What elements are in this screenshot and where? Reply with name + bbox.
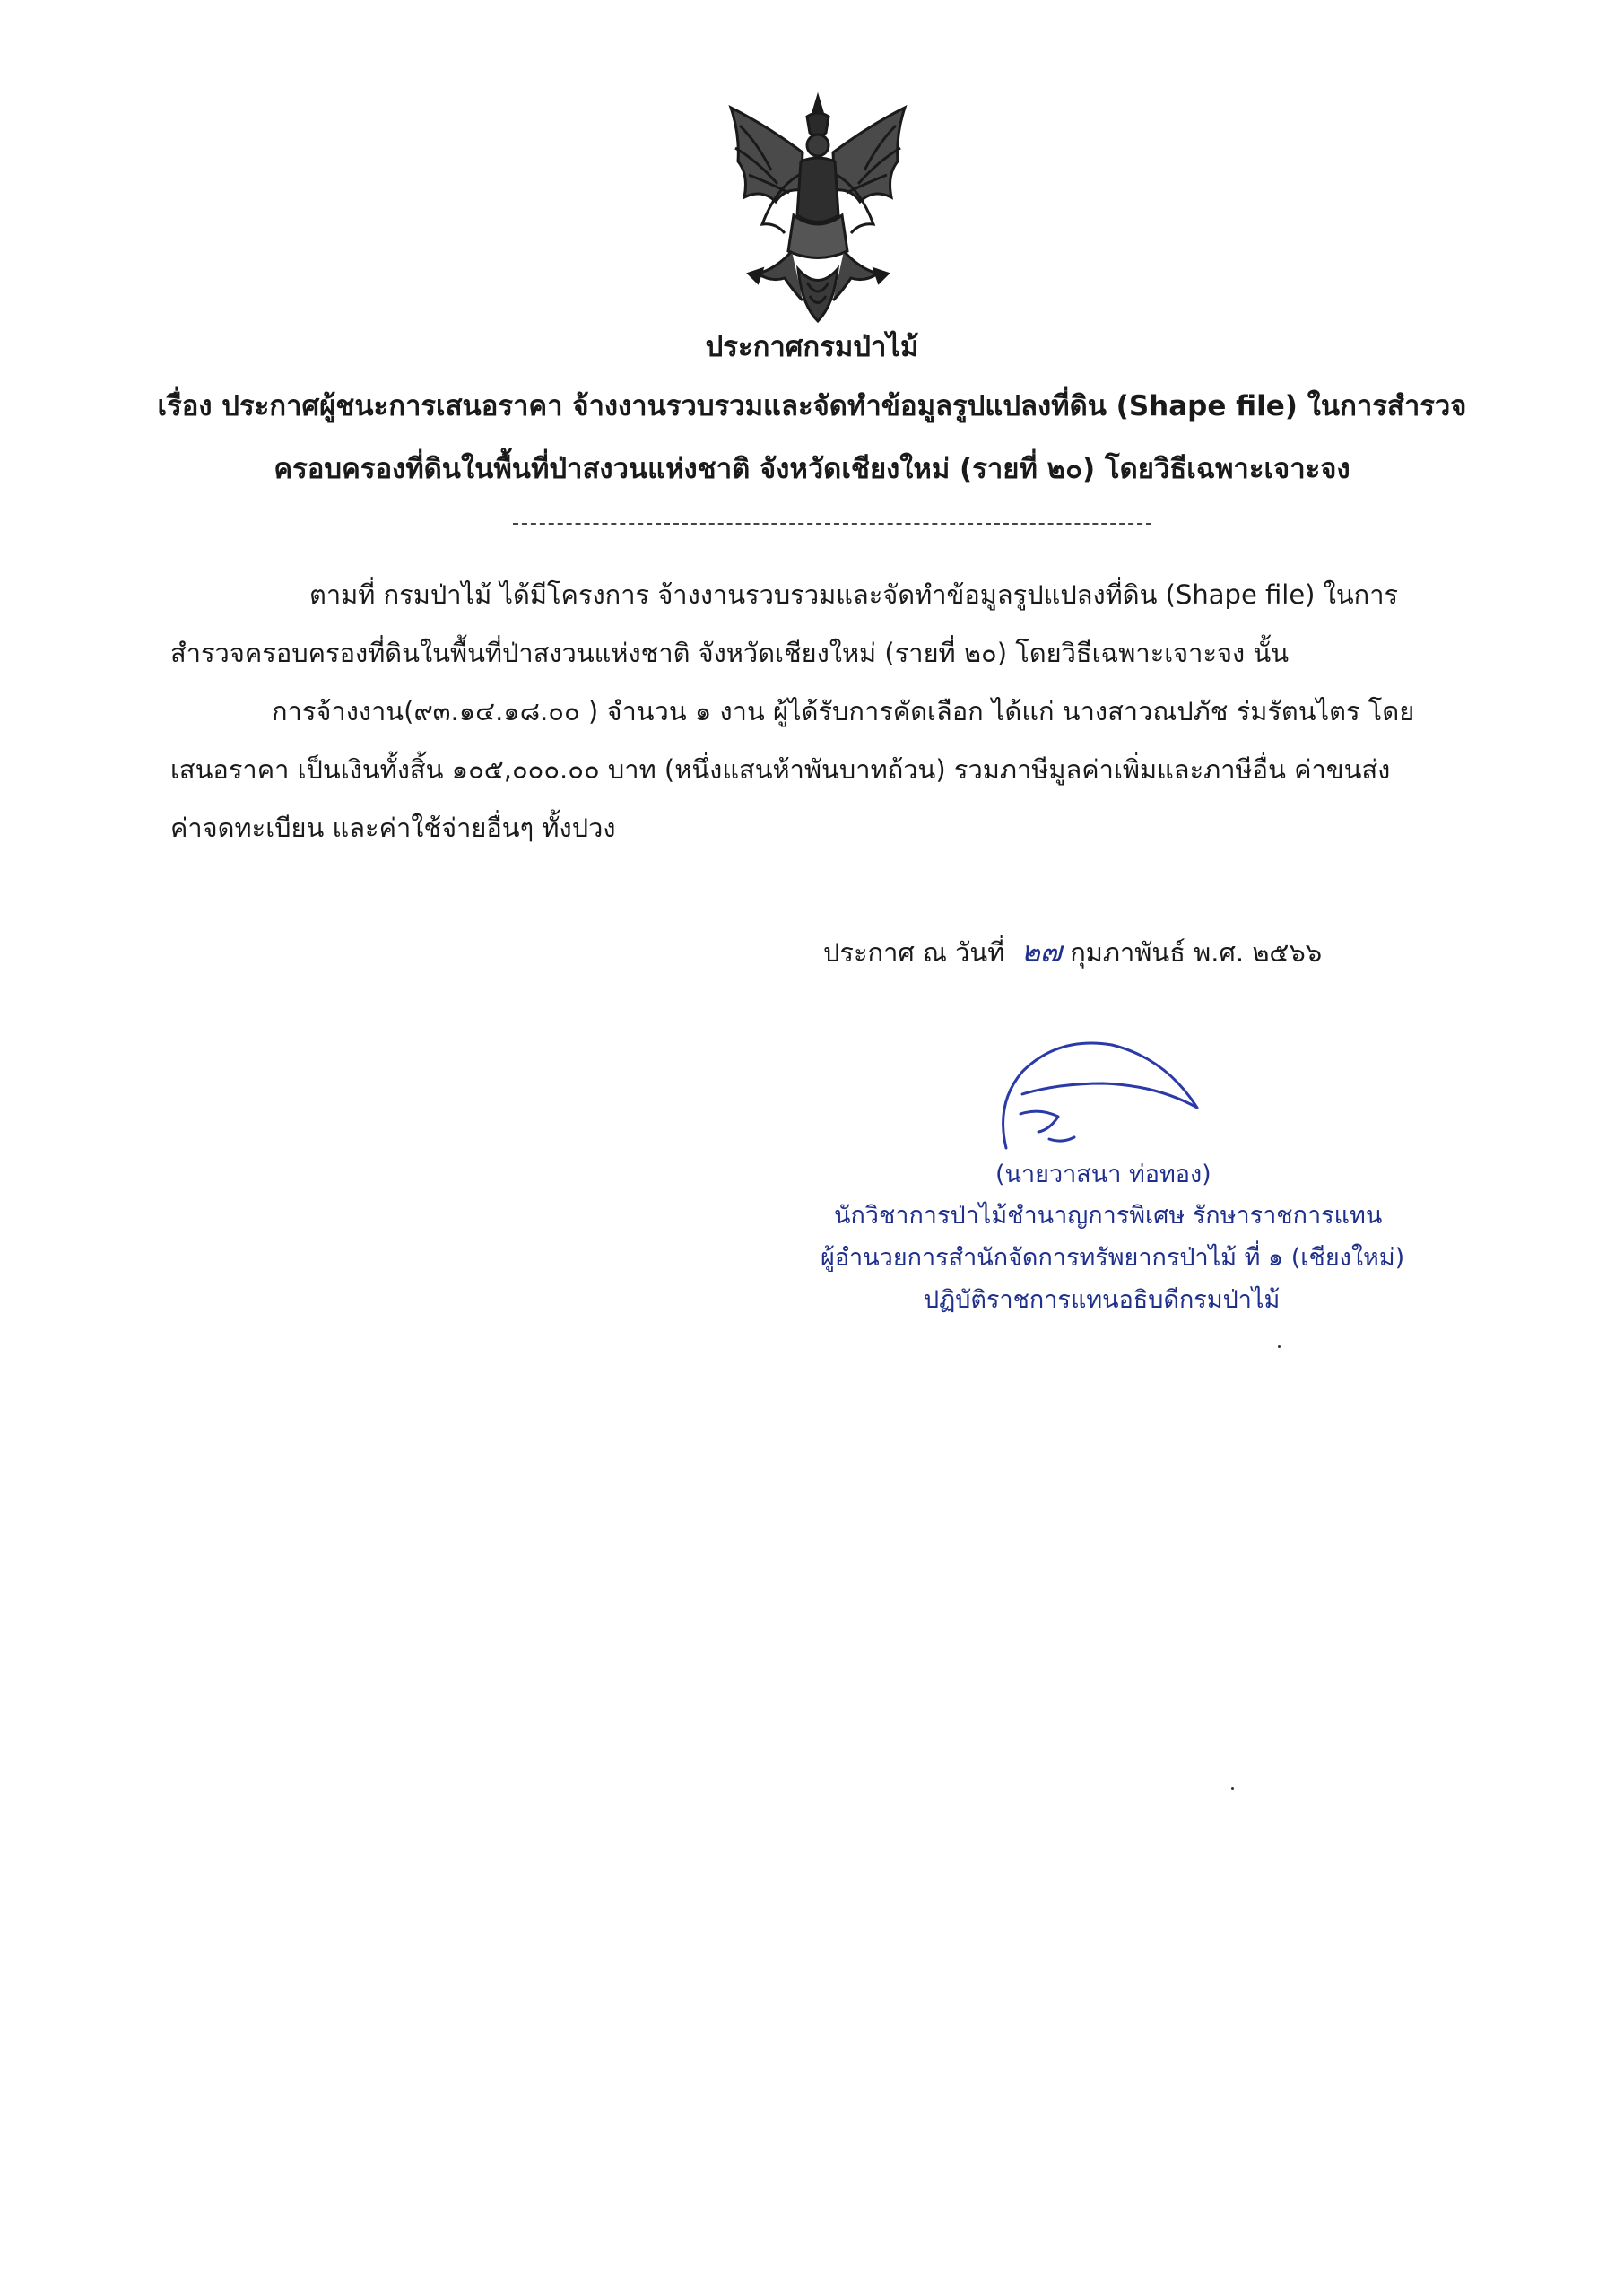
paragraph-2-line-3: ค่าจดทะเบียน และค่าใช้จ่ายอื่นๆ ทั้งปวง <box>170 813 616 843</box>
garuda-emblem-icon <box>722 90 915 327</box>
signatory-position-1: นักวิชาการป่าไม้ชำนาญการพิเศษ รักษาราชการแทน <box>834 1202 1383 1230</box>
document-title: ประกาศกรมป่าไม้ <box>705 331 919 363</box>
date-prefix: ประกาศ ณ วันที่ <box>823 937 1005 968</box>
date-day-handwritten: ๒๗ <box>1020 935 1062 969</box>
scan-speck <box>1231 1787 1234 1790</box>
title-divider <box>513 523 1151 525</box>
paragraph-1-line-2: สำรวจครอบครองที่ดินในพื้นที่ป่าสงวนแห่งชาติ จังหวัดเชียงใหม่ (รายที่ ๒๐) โดยวิธีเฉพาะเจาะจง นั้น <box>170 638 1290 668</box>
paragraph-1-line-1: ตามที่ กรมป่าไม้ ได้มีโครงการ จ้างงานรวบรวมและจัดทำข้อมูลรูปแปลงที่ดิน (Shape file) ในการ <box>309 579 1399 610</box>
signatory-position-3: ปฏิบัติราชการแทนอธิบดีกรมป่าไม้ <box>924 1286 1281 1314</box>
announcement-date <box>823 934 1322 970</box>
paragraph-2-line-1: การจ้างงาน(๙๓.๑๔.๑๘.๐๐ ) จำนวน ๑ งาน ผู้ได้รับการคัดเลือก ได้แก่ นางสาวณปภัช ร่มรัตนไตร โดย <box>272 696 1415 726</box>
subject-line-2: ครอบครองที่ดินในพื้นที่ป่าสงวนแห่งชาติ จังหวัดเชียงใหม่ (รายที่ ๒๐) โดยวิธีเฉพาะเจาะจง <box>274 453 1350 485</box>
scan-speck <box>1278 1345 1281 1348</box>
date-suffix: กุมภาพันธ์ พ.ศ. ๒๕๖๖ <box>1070 937 1323 968</box>
signatory-position-2: ผู้อำนวยการสำนักจัดการทรัพยากรป่าไม้ ที่ ๑ (เชียงใหม่) <box>821 1244 1405 1272</box>
subject-line-1: เรื่อง ประกาศผู้ชนะการเสนอราคา จ้างงานรวบรวมและจัดทำข้อมูลรูปแปลงที่ดิน (Shape file) ในการสำรวจ <box>157 390 1467 422</box>
signatory-name: (นายวาสนา ท่อทอง) <box>995 1161 1211 1188</box>
paragraph-2-line-2: เสนอราคา เป็นเงินทั้งสิ้น ๑๐๕,๐๐๐.๐๐ บาท (หนึ่งแสนห้าพันบาทถ้วน) รวมภาษีมูลค่าเพิ่มและภาษีอื่น ค่าขนส่ง <box>170 754 1391 785</box>
handwritten-signature <box>995 1031 1211 1166</box>
